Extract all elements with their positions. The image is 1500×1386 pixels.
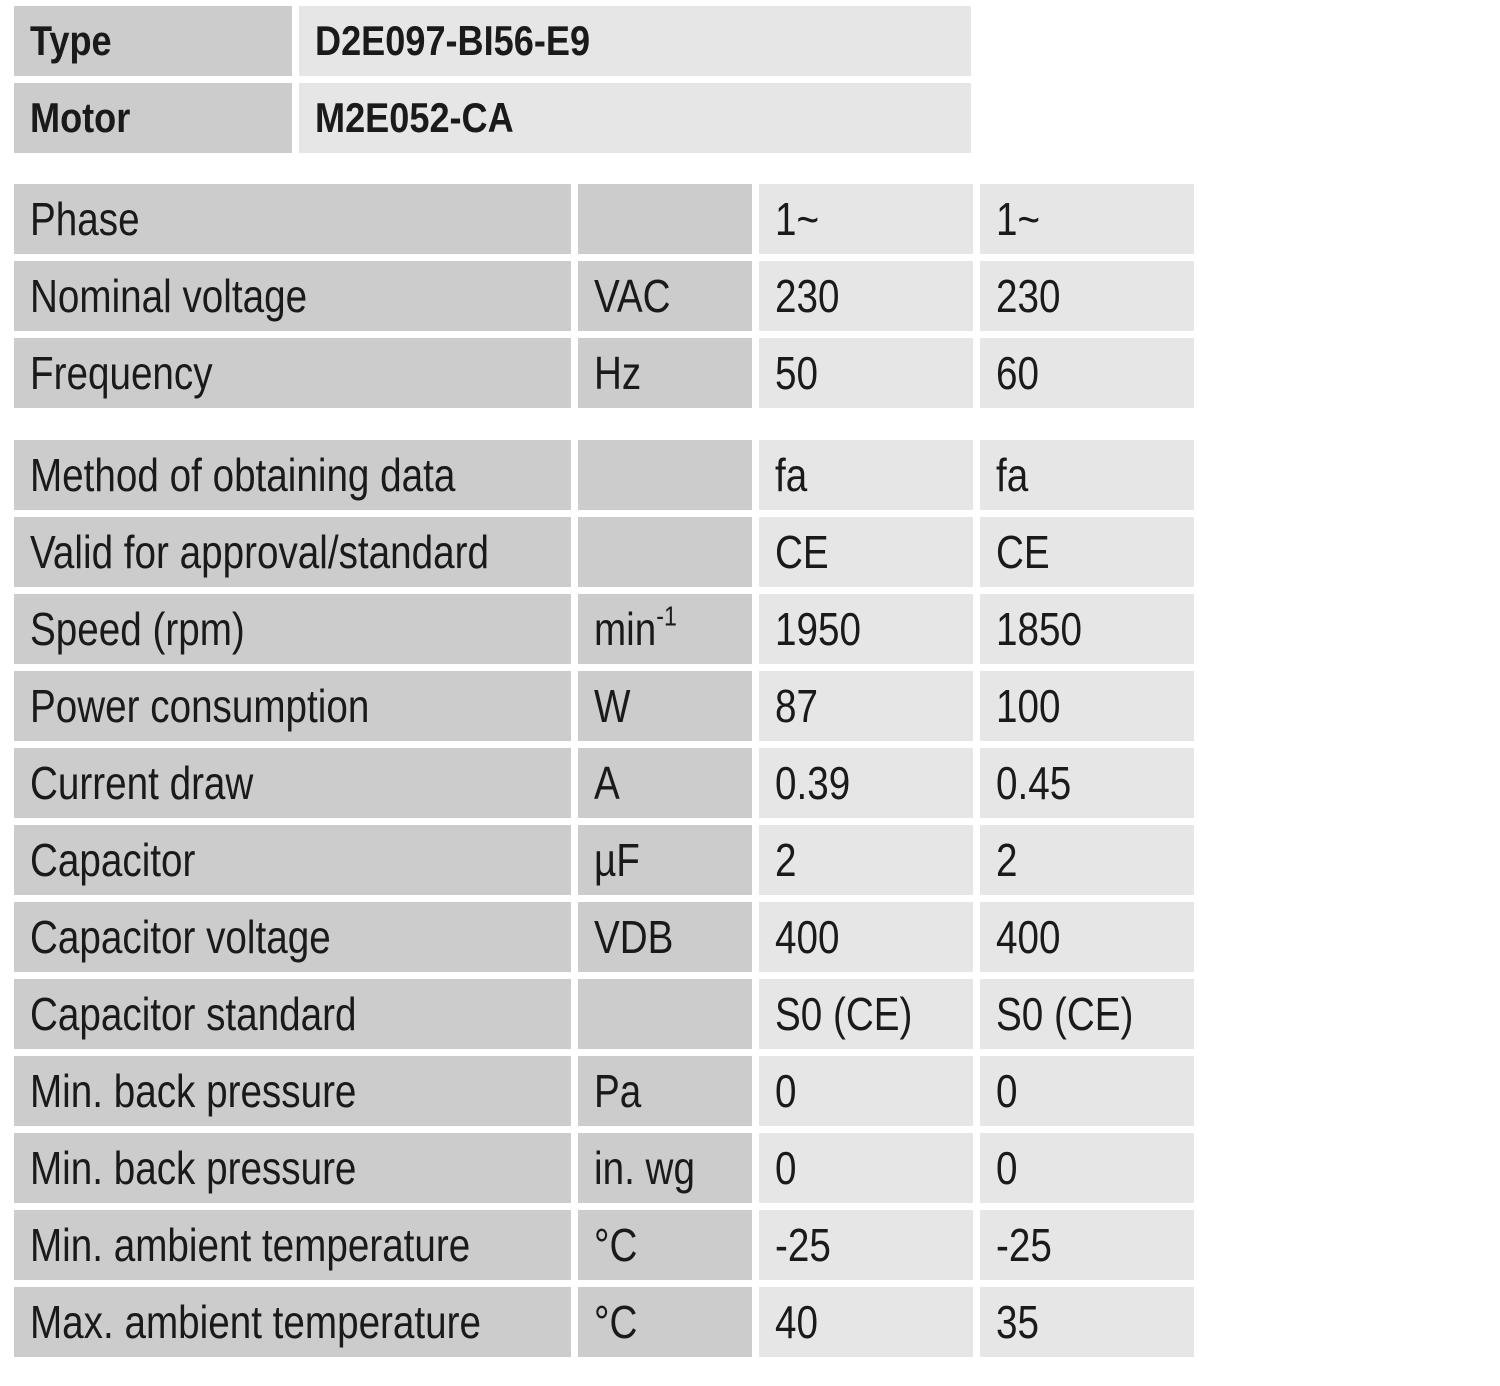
value-cell-col1: S0 (CE) [759,979,973,1049]
value-cell-col1: 2 [759,825,973,895]
unit-cell: in. wg [578,1133,752,1203]
value-cell-col1: 230 [759,261,973,331]
value-cell-col2: S0 (CE) [980,979,1194,1049]
parameter-cell: Max. ambient temperature [14,1287,571,1357]
unit-cell: W [578,671,752,741]
value-cell-col1: 0 [759,1133,973,1203]
parameter-cell: Capacitor voltage [14,902,571,972]
value-cell-col1: CE [759,517,973,587]
unit-cell: Pa [578,1056,752,1126]
value-cell-col2: 60 [980,338,1194,408]
value-cell-col1: 87 [759,671,973,741]
value-cell-col2: 1850 [980,594,1194,664]
unit-cell: VDB [578,902,752,972]
value-cell-col2: 0.45 [980,748,1194,818]
unit-cell: VAC [578,261,752,331]
parameter-cell: Frequency [14,338,571,408]
value-cell-col1: fa [759,440,973,510]
parameter-cell: Power consumption [14,671,571,741]
unit-superscript: -1 [656,600,677,632]
parameter-cell: Valid for approval/standard [14,517,571,587]
value-cell-col2: 35 [980,1287,1194,1357]
type-value: D2E097-BI56-E9 [299,6,971,76]
parameter-cell: Nominal voltage [14,261,571,331]
unit-cell [578,440,752,510]
value-cell-col1: -25 [759,1210,973,1280]
unit-cell [578,184,752,254]
parameter-cell: Capacitor [14,825,571,895]
parameter-cell: Min. ambient temperature [14,1210,571,1280]
performance-spec-table [14,440,1194,1357]
unit-cell: °C [578,1210,752,1280]
value-cell-col2: 0 [980,1133,1194,1203]
value-cell-col2: 2 [980,825,1194,895]
value-cell-col2: 400 [980,902,1194,972]
value-cell-col2: CE [980,517,1194,587]
unit-cell [578,979,752,1049]
unit-cell: µF [578,825,752,895]
value-cell-col1: 0 [759,1056,973,1126]
parameter-cell: Speed (rpm) [14,594,571,664]
unit-cell [578,517,752,587]
parameter-cell: Capacitor standard [14,979,571,1049]
value-cell-col2: 230 [980,261,1194,331]
header-table [14,6,971,153]
value-cell-col1: 1~ [759,184,973,254]
unit-cell: $\min^{-1}$ [578,594,752,664]
type-label: Type [14,6,292,76]
motor-value: M2E052-CA [299,83,971,153]
motor-label: Motor [14,83,292,153]
value-cell-col1: 400 [759,902,973,972]
parameter-cell: Min. back pressure [14,1133,571,1203]
value-cell-col1: 40 [759,1287,973,1357]
value-cell-col1: 0.39 [759,748,973,818]
parameter-cell: Min. back pressure [14,1056,571,1126]
value-cell-col2: fa [980,440,1194,510]
value-cell-col2: 100 [980,671,1194,741]
parameter-cell: Current draw [14,748,571,818]
value-cell-col1: 1950 [759,594,973,664]
value-cell-col2: -25 [980,1210,1194,1280]
unit-cell: °C [578,1287,752,1357]
parameter-cell: Phase [14,184,571,254]
parameter-cell: Method of obtaining data [14,440,571,510]
value-cell-col2: 0 [980,1056,1194,1126]
value-cell-col2: 1~ [980,184,1194,254]
unit-cell: A [578,748,752,818]
unit-cell: Hz [578,338,752,408]
electrical-spec-table [14,184,1194,408]
value-cell-col1: 50 [759,338,973,408]
